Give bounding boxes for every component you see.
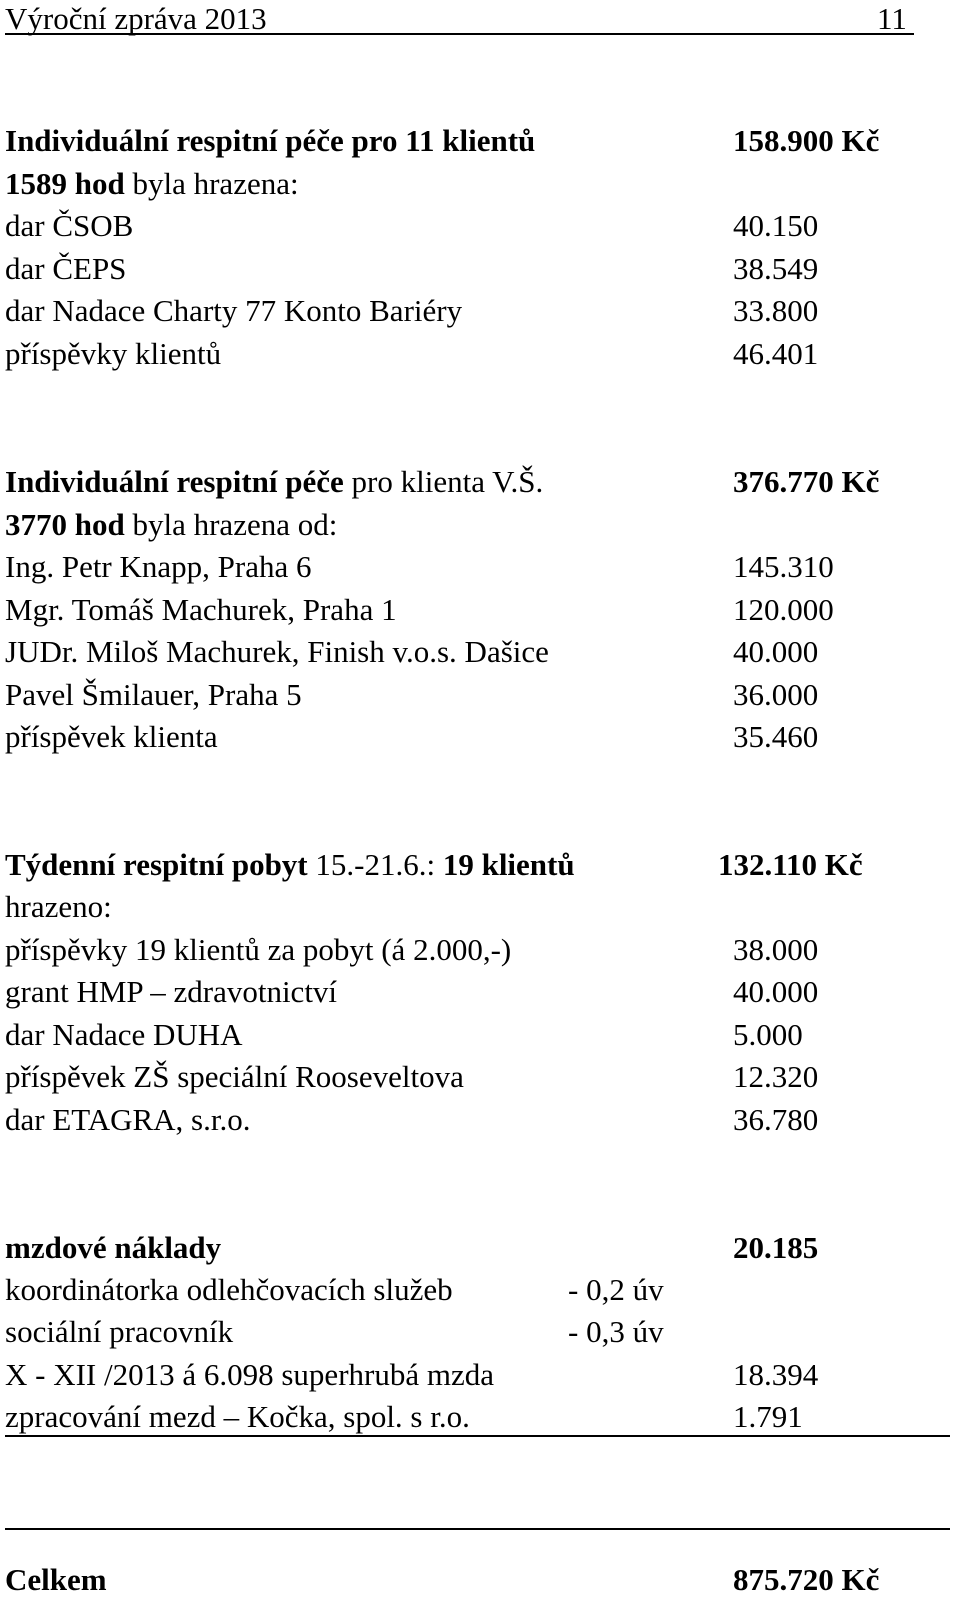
row-label: JUDr. Miloš Machurek, Finish v.o.s. Dašice [5,634,549,669]
row-label: sociální pracovník [5,1314,234,1349]
total-rule [5,1528,950,1530]
section-title [5,464,543,500]
section-total: 132.110 Kč [718,847,863,882]
row-label: grant HMP – zdravotnictví [5,974,338,1009]
row-label: příspěvky klientů [5,336,222,371]
hours-suffix: byla hrazena od: [124,507,338,542]
section-title-normal: pro klienta V.Š. [343,464,544,499]
grand-total-label: Celkem [5,1562,107,1597]
row-label: příspěvky 19 klientů za pobyt (á 2.000,-) [5,932,512,967]
row-value: 5.000 [733,1017,803,1052]
hours-number: 3770 hod [5,507,125,542]
header-rule [5,33,914,35]
section-title [5,847,575,883]
section-total: 158.900 Kč [733,123,880,158]
section-rule [5,1435,950,1437]
section-total: 20.185 [733,1230,819,1265]
row-value: 18.394 [733,1357,819,1392]
section-title-bold: Týdenní respitní pobyt [5,847,308,882]
row-label: dar ČEPS [5,251,127,286]
row-value: 1.791 [733,1399,803,1434]
row-label: příspěvek ZŠ speciální Rooseveltova [5,1059,464,1094]
row-label: dar ETAGRA, s.r.o. [5,1102,251,1137]
grand-total-value: 875.720 Kč [733,1562,880,1597]
document-title: Výroční zpráva 2013 [5,1,267,36]
row-label: Ing. Petr Knapp, Praha 6 [5,549,312,584]
row-value: 36.780 [733,1102,819,1137]
row-label: zpracování mezd – Kočka, spol. s r.o. [5,1399,470,1434]
section-title: Individuální respitní péče pro 11 klientů [5,123,536,158]
section-subtitle [5,166,299,202]
section-title-dates: 15.-21.6.: [307,847,443,882]
row-value: 40.000 [733,974,819,1009]
row-value: 40.150 [733,208,819,243]
row-value: 35.460 [733,719,819,754]
row-label: Pavel Šmilauer, Praha 5 [5,677,302,712]
row-value: 120.000 [733,592,834,627]
row-value: 38.000 [733,932,819,967]
section-title: mzdové náklady [5,1230,222,1265]
row-value: 40.000 [733,634,819,669]
row-value: 46.401 [733,336,819,371]
section-title-clients: 19 klientů [442,847,575,882]
section-subtitle [5,507,337,543]
row-value: 36.000 [733,677,819,712]
row-value: 38.549 [733,251,819,286]
row-label: koordinátorka odlehčovacích služeb [5,1272,453,1307]
row-value: 33.800 [733,293,819,328]
row-fte: - 0,3 úv [568,1314,664,1349]
row-label: příspěvek klienta [5,719,218,754]
section-subtitle: hrazeno: [5,889,112,924]
hours-number: 1589 hod [5,166,125,201]
section-title-bold: Individuální respitní péče [5,464,344,499]
row-value: 12.320 [733,1059,819,1094]
row-fte: - 0,2 úv [568,1272,664,1307]
section-total: 376.770 Kč [733,464,880,499]
row-label: Mgr. Tomáš Machurek, Praha 1 [5,592,397,627]
row-label: dar Nadace DUHA [5,1017,243,1052]
row-value: 145.310 [733,549,834,584]
page-number: 11 [877,1,907,36]
hours-suffix: byla hrazena: [124,166,299,201]
row-label: dar ČSOB [5,208,134,243]
row-label: dar Nadace Charty 77 Konto Bariéry [5,293,463,328]
row-label: X - XII /2013 á 6.098 superhrubá mzda [5,1357,494,1392]
